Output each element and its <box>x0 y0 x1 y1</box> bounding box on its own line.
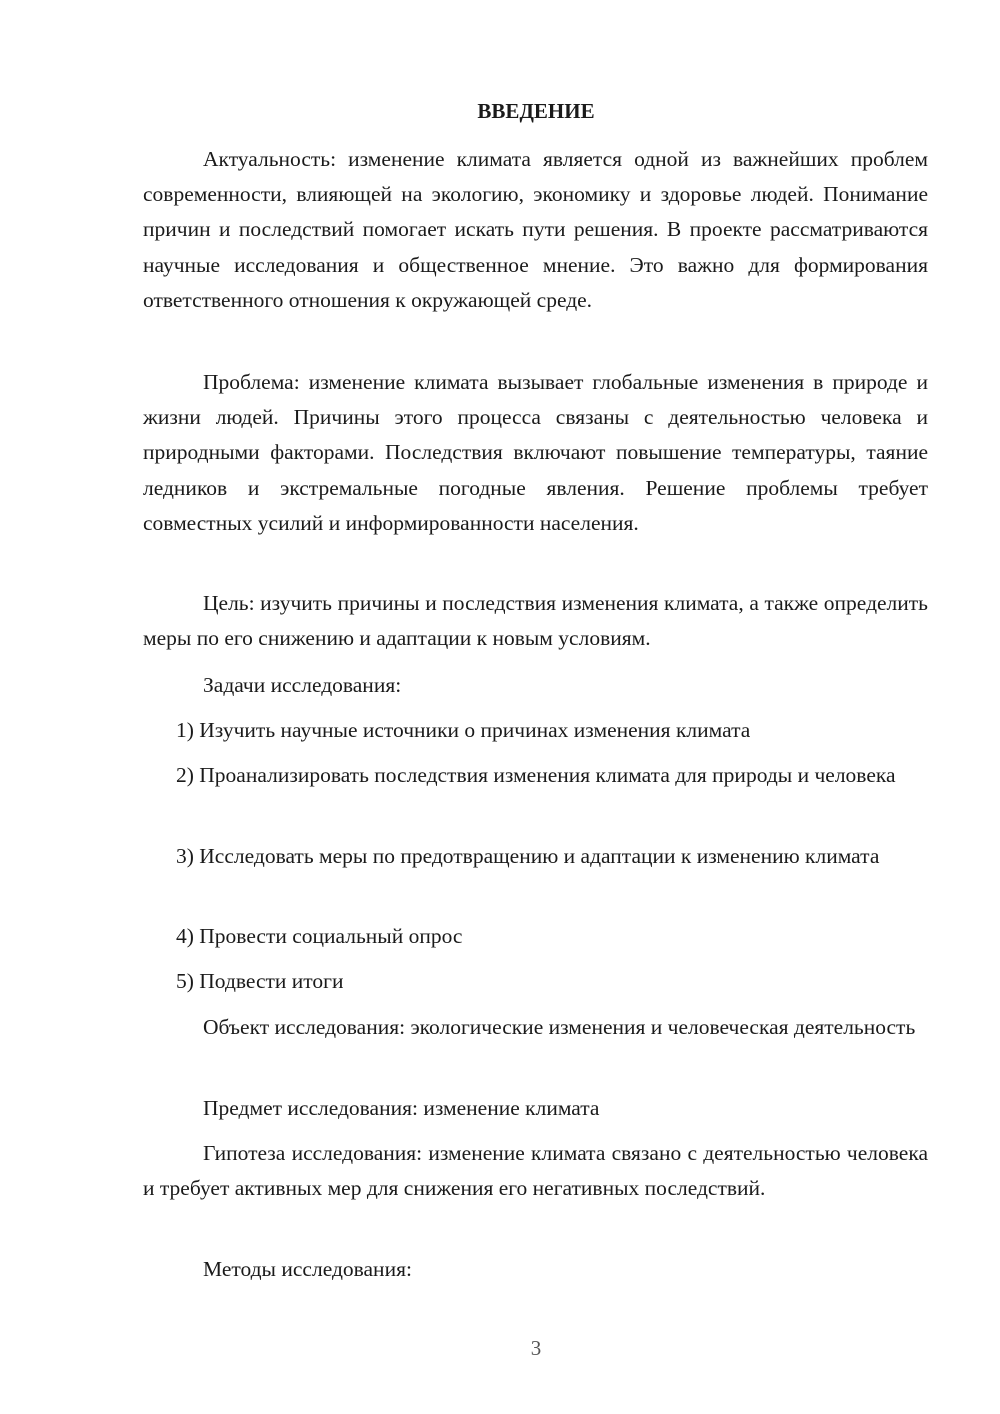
tasks-heading: Задачи исследования: <box>203 673 402 697</box>
task-item-4: 4) Провести социальный опрос <box>176 924 463 948</box>
relevance-paragraph: Актуальность: изменение климата является одной из важнейших проблем современности, влияющей на экологию, экономику и здоровье людей. Понимание причин и последствий помогает искать пути решения. В проекте рассматриваются научные исследования и общественное мнение. Это важно для формирования ответственного отношения к окружающей среде. <box>143 147 928 312</box>
object-paragraph: Объект исследования: экологические изменения и человеческая деятельность <box>203 1015 916 1039</box>
methods-heading: Методы исследования: <box>203 1257 412 1281</box>
task-item-2: 2) Проанализировать последствия изменения климата для природы и человека <box>176 763 896 787</box>
goal-paragraph: Цель: изучить причины и последствия изменения климата, а также определить меры по его снижению и адаптации к новым условиям. <box>143 591 928 651</box>
section-title: ВВЕДЕНИЕ <box>477 99 595 123</box>
task-item-3: 3) Исследовать меры по предотвращению и адаптации к изменению климата <box>176 844 880 868</box>
problem-paragraph: Проблема: изменение климата вызывает глобальные изменения в природе и жизни людей. Причины этого процесса связаны с деятельностью человека и природными факторами. Последствия включают повышение температуры, таяние ледников и экстремальные погодные явления. Решение проблемы требует совместных усилий и информированности населения. <box>143 370 928 535</box>
task-item-5: 5) Подвести итоги <box>176 969 344 993</box>
hypothesis-paragraph: Гипотеза исследования: изменение климата связано с деятельностью человека и требует активных мер для снижения его негативных последствий. <box>143 1141 928 1201</box>
page-number: 3 <box>530 1336 542 1360</box>
task-item-1: 1) Изучить научные источники о причинах изменения климата <box>176 718 751 742</box>
subject-paragraph: Предмет исследования: изменение климата <box>203 1096 600 1120</box>
